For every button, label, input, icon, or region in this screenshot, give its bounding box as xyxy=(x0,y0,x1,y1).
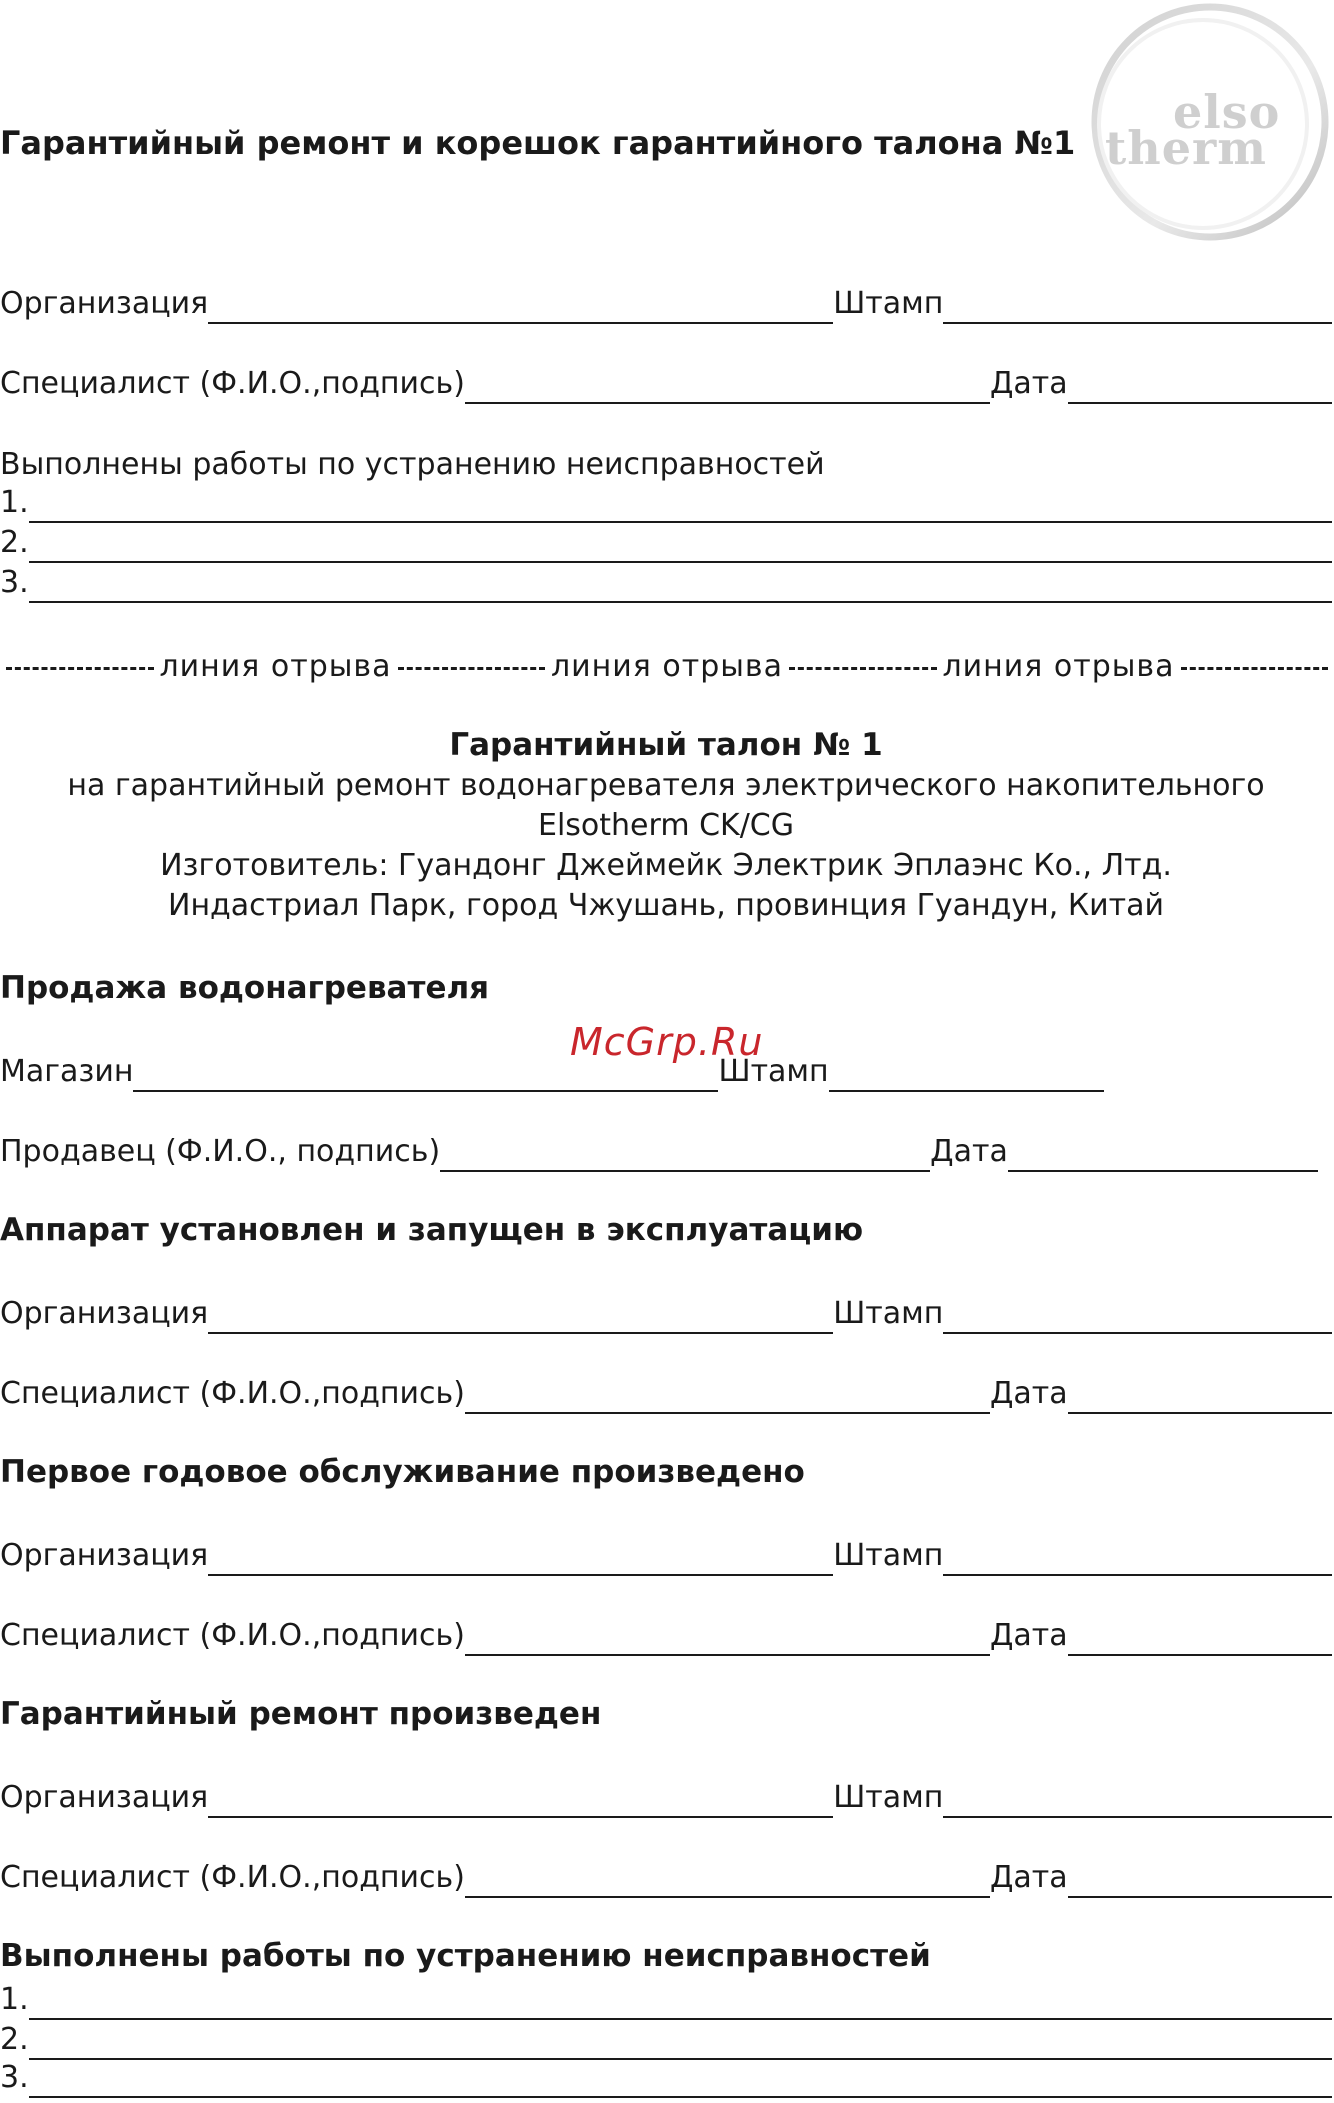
organization-label: Организация xyxy=(0,1538,209,1573)
specialist-field[interactable] xyxy=(465,368,990,404)
tear-dash xyxy=(398,667,546,670)
stamp-field[interactable] xyxy=(943,288,1332,324)
specialist-field[interactable] xyxy=(465,1862,990,1898)
work-line-3 xyxy=(0,2058,1332,2098)
work-item-field[interactable] xyxy=(29,567,1332,603)
work-item-number: 3. xyxy=(0,565,29,600)
date-label: Дата xyxy=(989,366,1068,401)
card-manufacturer: Изготовитель: Гуандонг Джеймейк Электрик Эплаэнс Ко., Лтд. xyxy=(160,848,1172,883)
elsotherm-logo xyxy=(1085,0,1334,245)
organization-field[interactable] xyxy=(208,1782,833,1818)
work-item-number: 3. xyxy=(0,2060,29,2095)
date-field[interactable] xyxy=(1068,1862,1332,1898)
organization-label: Организация xyxy=(0,1780,209,1815)
date-field[interactable] xyxy=(1068,1378,1332,1414)
stamp-label: Штамп xyxy=(833,1296,944,1331)
work-line-2 xyxy=(0,2020,1332,2060)
work-item-field[interactable] xyxy=(29,2062,1332,2098)
stamp-field[interactable] xyxy=(943,1540,1332,1576)
date-label: Дата xyxy=(989,1376,1068,1411)
install-heading: Аппарат установлен и запущен в эксплуатацию xyxy=(0,1212,864,1248)
specialist-label: Специалист (Ф.И.О.,подпись) xyxy=(0,1618,465,1653)
stub-works-label: Выполнены работы по устранению неисправностей xyxy=(0,447,825,482)
stub-work-line-1 xyxy=(0,483,1332,523)
stamp-label: Штамп xyxy=(833,1780,944,1815)
card-model: Elsotherm CK/CG xyxy=(538,808,794,843)
date-label: Дата xyxy=(989,1618,1068,1653)
work-item-number: 1. xyxy=(0,485,29,520)
specialist-label: Специалист (Ф.И.О.,подпись) xyxy=(0,366,465,401)
tear-line xyxy=(0,646,1334,686)
tear-word: линия отрыва xyxy=(159,648,392,684)
work-line-1 xyxy=(0,1980,1332,2020)
specialist-label: Специалист (Ф.И.О.,подпись) xyxy=(0,1376,465,1411)
service-heading: Первое годовое обслуживание произведено xyxy=(0,1454,805,1490)
card-subtitle: на гарантийный ремонт водонагревателя электрического накопительного xyxy=(67,768,1265,803)
work-item-number: 2. xyxy=(0,2022,29,2057)
seller-field[interactable] xyxy=(440,1136,930,1172)
watermark-text: McGrp.Ru xyxy=(570,1020,764,1064)
stub-specialist-row xyxy=(0,360,1332,404)
stamp-field[interactable] xyxy=(943,1298,1332,1334)
date-label: Дата xyxy=(989,1860,1068,1895)
logo-text-elso: elso xyxy=(1173,85,1281,139)
specialist-field[interactable] xyxy=(465,1620,990,1656)
stub-work-line-3 xyxy=(0,563,1332,603)
tear-dash xyxy=(1181,667,1329,670)
tear-dash xyxy=(6,667,154,670)
install-specialist-row xyxy=(0,1370,1332,1414)
work-item-number: 2. xyxy=(0,525,29,560)
tear-word: линия отрыва xyxy=(551,648,783,684)
repair-specialist-row xyxy=(0,1854,1332,1898)
seller-label: Продавец (Ф.И.О., подпись) xyxy=(0,1134,441,1169)
work-item-field[interactable] xyxy=(29,527,1332,563)
repair-organization-row xyxy=(0,1774,1332,1818)
tear-dash xyxy=(789,667,937,670)
stamp-label: Штамп xyxy=(833,1538,944,1573)
specialist-label: Специалист (Ф.И.О.,подпись) xyxy=(0,1860,465,1895)
card-address: Индастриал Парк, город Чжушань, провинция Гуандун, Китай xyxy=(168,888,1164,923)
stub-work-line-2 xyxy=(0,523,1332,563)
work-item-field[interactable] xyxy=(29,487,1332,523)
card-title: Гарантийный талон № 1 xyxy=(449,727,883,763)
shop-label: Магазин xyxy=(0,1054,134,1089)
stamp-label: Штамп xyxy=(718,1054,829,1089)
stamp-label: Штамп xyxy=(833,286,944,321)
organization-field[interactable] xyxy=(208,288,833,324)
date-field[interactable] xyxy=(1068,368,1332,404)
work-item-field[interactable] xyxy=(29,1984,1332,2020)
sale-seller-row xyxy=(0,1128,1332,1172)
stub-title: Гарантийный ремонт и корешок гарантийного талона №1 xyxy=(0,124,1076,162)
stub-organization-row xyxy=(0,280,1332,324)
date-field[interactable] xyxy=(1068,1620,1332,1656)
logo-text-therm: therm xyxy=(1105,121,1267,175)
work-item-number: 1. xyxy=(0,1982,29,2017)
tear-word: линия отрыва xyxy=(942,648,1175,684)
date-field[interactable] xyxy=(1008,1136,1318,1172)
organization-label: Организация xyxy=(0,286,209,321)
organization-label: Организация xyxy=(0,1296,209,1331)
stamp-field[interactable] xyxy=(943,1782,1332,1818)
service-organization-row xyxy=(0,1532,1332,1576)
date-label: Дата xyxy=(930,1134,1008,1169)
works-heading: Выполнены работы по устранению неисправностей xyxy=(0,1938,931,1974)
service-specialist-row xyxy=(0,1612,1332,1656)
organization-field[interactable] xyxy=(208,1298,833,1334)
repair-heading: Гарантийный ремонт произведен xyxy=(0,1696,602,1732)
work-item-field[interactable] xyxy=(29,2024,1332,2060)
sale-heading: Продажа водонагревателя xyxy=(0,970,490,1006)
stamp-field[interactable] xyxy=(829,1056,1104,1092)
install-organization-row xyxy=(0,1290,1332,1334)
specialist-field[interactable] xyxy=(465,1378,990,1414)
organization-field[interactable] xyxy=(208,1540,833,1576)
